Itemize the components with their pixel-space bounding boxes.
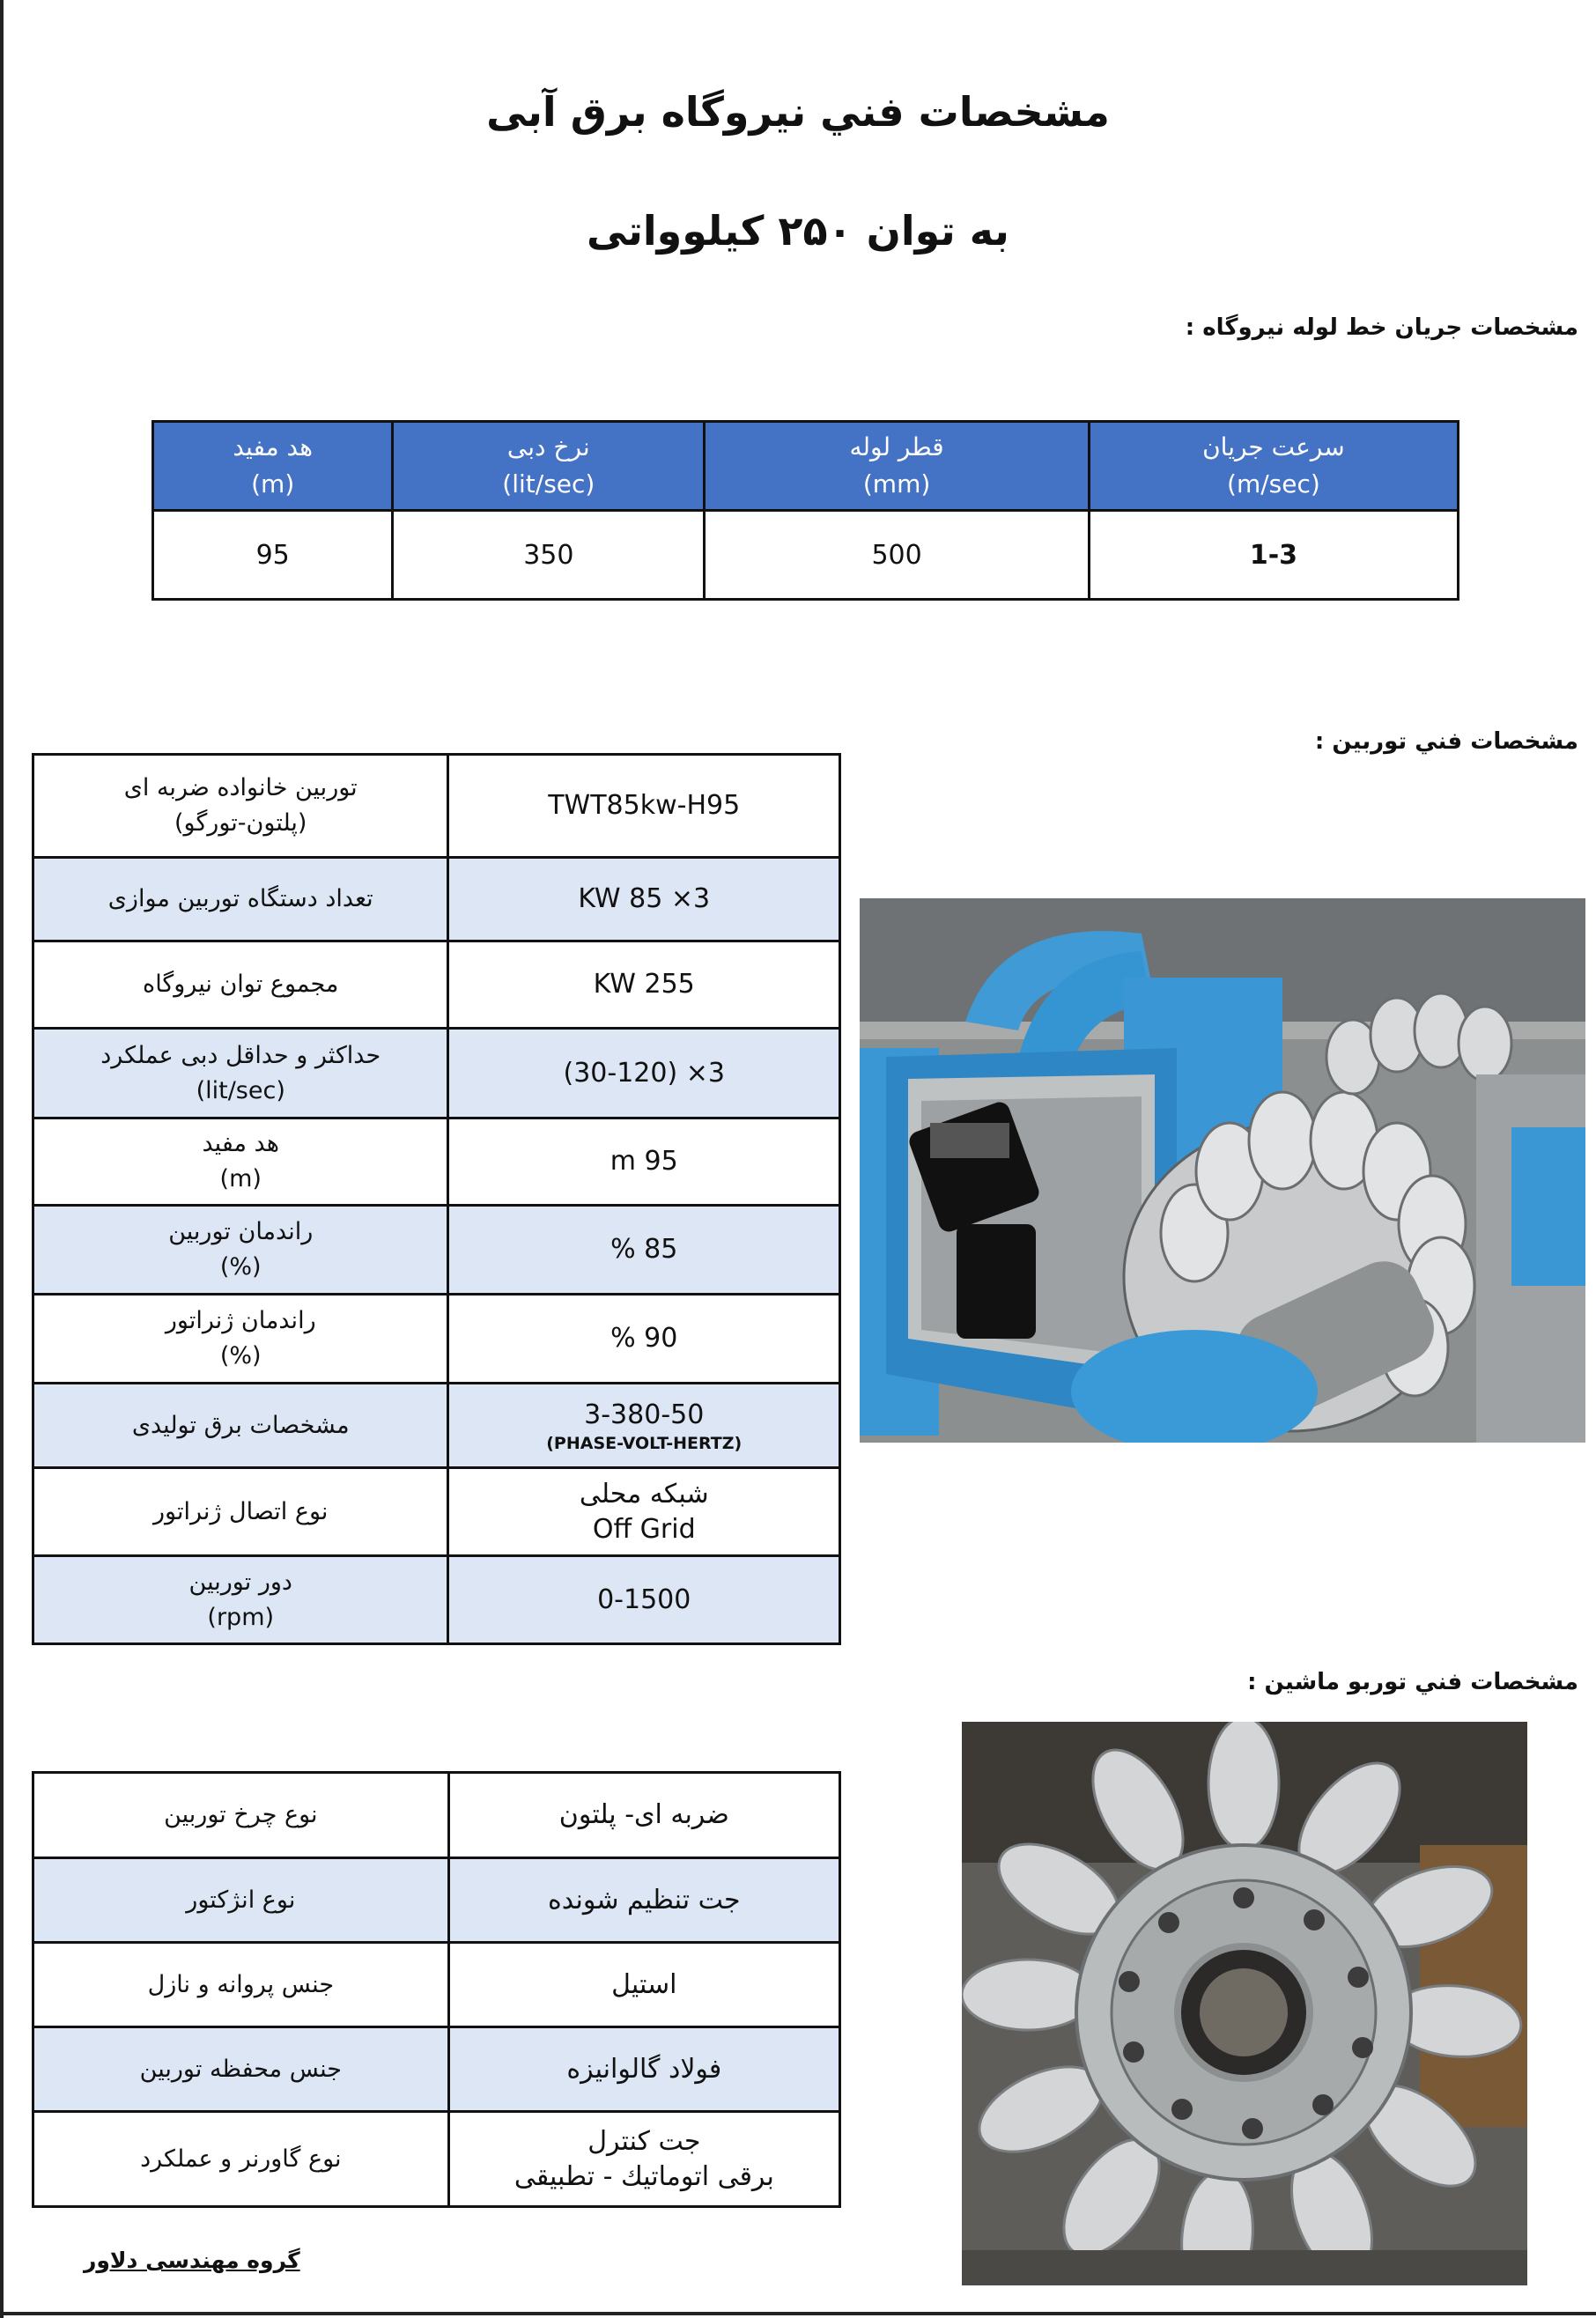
spec-label-line: جنس محفظه توربين (139, 2055, 342, 2083)
flow-header-head (153, 422, 393, 511)
page-subtitle: به توان ۲۵۰ كيلوواتی (587, 207, 1009, 255)
spec-label-line: مجموع توان نيروگاه (143, 971, 339, 998)
spec-value (448, 2112, 839, 2207)
spec-value (448, 1773, 839, 1858)
flow-header-head-name: هد مفيد (233, 432, 313, 461)
spec-value-line: 3-380-50 (584, 1399, 705, 1430)
table-row (33, 1773, 840, 1858)
spec-label (33, 2112, 449, 2207)
footer-company: گروه مهندسی دلاور (84, 2248, 300, 2273)
flow-value-row (153, 511, 1459, 600)
table-row (33, 755, 840, 858)
spec-label-line: نوع چرخ توربين (164, 1801, 318, 1828)
spec-label (33, 858, 448, 941)
spec-value (448, 858, 840, 941)
table-row (33, 2027, 840, 2112)
spec-label (33, 755, 448, 858)
spec-value-line: شبكه محلی (579, 1478, 709, 1510)
spec-label (33, 2027, 449, 2112)
table-row (33, 1206, 840, 1295)
spec-label (33, 1556, 448, 1644)
table-row (33, 1295, 840, 1384)
spec-label-line: تعداد دستگاه توربين موازی (107, 885, 373, 912)
spec-value-line: 3× 85 KW (578, 883, 711, 914)
spec-value (448, 1118, 840, 1206)
spec-label-line: (پلتون-تورگو) (174, 809, 307, 837)
spec-label (33, 1118, 448, 1206)
table-row (33, 941, 840, 1029)
spec-label (33, 1773, 449, 1858)
page-border-bottom (0, 2312, 1596, 2315)
spec-value-line: استيل (611, 1968, 677, 2000)
spec-label-line: توربين خانواده ضربه ای (123, 774, 358, 801)
spec-value-line: 85 % (610, 1234, 678, 1265)
flow-header-rate-unit: (lit/sec) (502, 469, 595, 498)
spec-value-line: جت كنترل (587, 2125, 701, 2157)
spec-label-line: جنس پروانه و نازل (147, 1970, 335, 1998)
spec-value (448, 755, 840, 858)
spec-value-line: TWT85kw-H95 (548, 790, 741, 821)
machine-spec-table (32, 1771, 841, 2208)
spec-value-line: جت تنظيم شونده (548, 1884, 741, 1916)
flow-header-head-unit: (m) (251, 469, 295, 498)
spec-label (33, 1468, 448, 1556)
spec-value-line: 255 KW (593, 969, 695, 1000)
spec-label-line: (%) (219, 1342, 262, 1369)
flow-value-head: 95 (153, 511, 393, 600)
turbine-spec-table (32, 753, 841, 1645)
spec-label (33, 1029, 448, 1118)
spec-value (448, 1206, 840, 1295)
spec-value-line: فولاد گالوانيزه (566, 2053, 722, 2085)
flow-value-speed: 1-3 (1089, 511, 1458, 600)
spec-label (33, 1943, 449, 2027)
flow-header-diameter-name: قطر لوله (849, 432, 944, 461)
spec-label-line: نوع گاورنر و عملكرد (140, 2145, 342, 2173)
spec-value-line: برقی اتوماتيك - تطبيقی (514, 2160, 774, 2192)
flow-header-rate-name: نرخ دبی (506, 432, 590, 461)
spec-value (448, 1943, 839, 2027)
spec-label (33, 1384, 448, 1468)
spec-value-line: Off Grid (592, 1513, 696, 1545)
spec-label-line: (rpm) (207, 1603, 275, 1631)
spec-label-line: هد مفيد (202, 1130, 279, 1157)
spec-value (448, 1858, 839, 1943)
table-row (33, 1943, 840, 2027)
spec-value (448, 1029, 840, 1118)
table-row (33, 1118, 840, 1206)
spec-value-line: 95 m (610, 1146, 678, 1177)
spec-label-line: راندمان توربين (168, 1218, 314, 1245)
spec-label (33, 1206, 448, 1295)
spec-value (448, 2027, 839, 2112)
spec-label-line: (m) (219, 1165, 262, 1192)
spec-value (448, 941, 840, 1029)
spec-value-line: 0-1500 (597, 1583, 691, 1615)
spec-label-line: راندمان ژنراتور (165, 1307, 316, 1334)
machine-section-label: مشخصات فني توربو ماشين : (1247, 1669, 1578, 1695)
turbine-section-label: مشخصات فني توربين : (1314, 728, 1578, 755)
spec-value-line: 90 % (610, 1323, 678, 1354)
table-row (33, 1029, 840, 1118)
page-border-left (0, 0, 4, 2318)
runner-photo (962, 1722, 1527, 2285)
spec-value (448, 1556, 840, 1644)
spec-label-line: (lit/sec) (196, 1076, 285, 1104)
page-title: مشخصات فني نيروگاه برق آبی (486, 88, 1110, 136)
spec-label-line: نوع اتصال ژنراتور (152, 1497, 329, 1525)
spec-value (448, 1468, 840, 1556)
flow-header-row (153, 422, 1459, 511)
flow-header-diameter (705, 422, 1090, 511)
table-row (33, 1384, 840, 1468)
flow-header-speed-name: سرعت جريان (1202, 432, 1345, 461)
spec-label-line: مشخصات برق توليدی (131, 1411, 350, 1439)
flow-value-rate: 350 (393, 511, 705, 600)
spec-label-line: (%) (219, 1253, 262, 1281)
flow-value-diameter: 500 (705, 511, 1090, 600)
spec-value-line: ضربه ای- پلتون (558, 1799, 729, 1830)
flow-header-speed-unit: (m/sec) (1227, 469, 1320, 498)
flow-table (151, 420, 1459, 601)
flow-header-diameter-unit: (mm) (862, 469, 931, 498)
flow-section-label: مشخصات جريان خط لوله نيروگاه : (1185, 314, 1578, 341)
spec-label (33, 1858, 449, 1943)
spec-value (448, 1295, 840, 1384)
spec-label (33, 941, 448, 1029)
flow-header-speed (1089, 422, 1458, 511)
table-row (33, 1468, 840, 1556)
spec-value-line: 3× (30-120) (563, 1057, 725, 1089)
table-row (33, 2112, 840, 2207)
spec-label-line: دور توربين (188, 1568, 292, 1596)
table-row (33, 1556, 840, 1644)
flow-header-rate (393, 422, 705, 511)
spec-label-line: نوع انژكتور (186, 1886, 296, 1914)
spec-value (448, 1384, 840, 1468)
table-row (33, 1858, 840, 1943)
turbine-photo (860, 898, 1585, 1443)
spec-label (33, 1295, 448, 1384)
spec-label-line: حداكثر و حداقل دبی عملكرد (100, 1041, 381, 1069)
spec-value-line: (PHASE-VOLT-HERTZ) (546, 1433, 743, 1453)
table-row (33, 858, 840, 941)
